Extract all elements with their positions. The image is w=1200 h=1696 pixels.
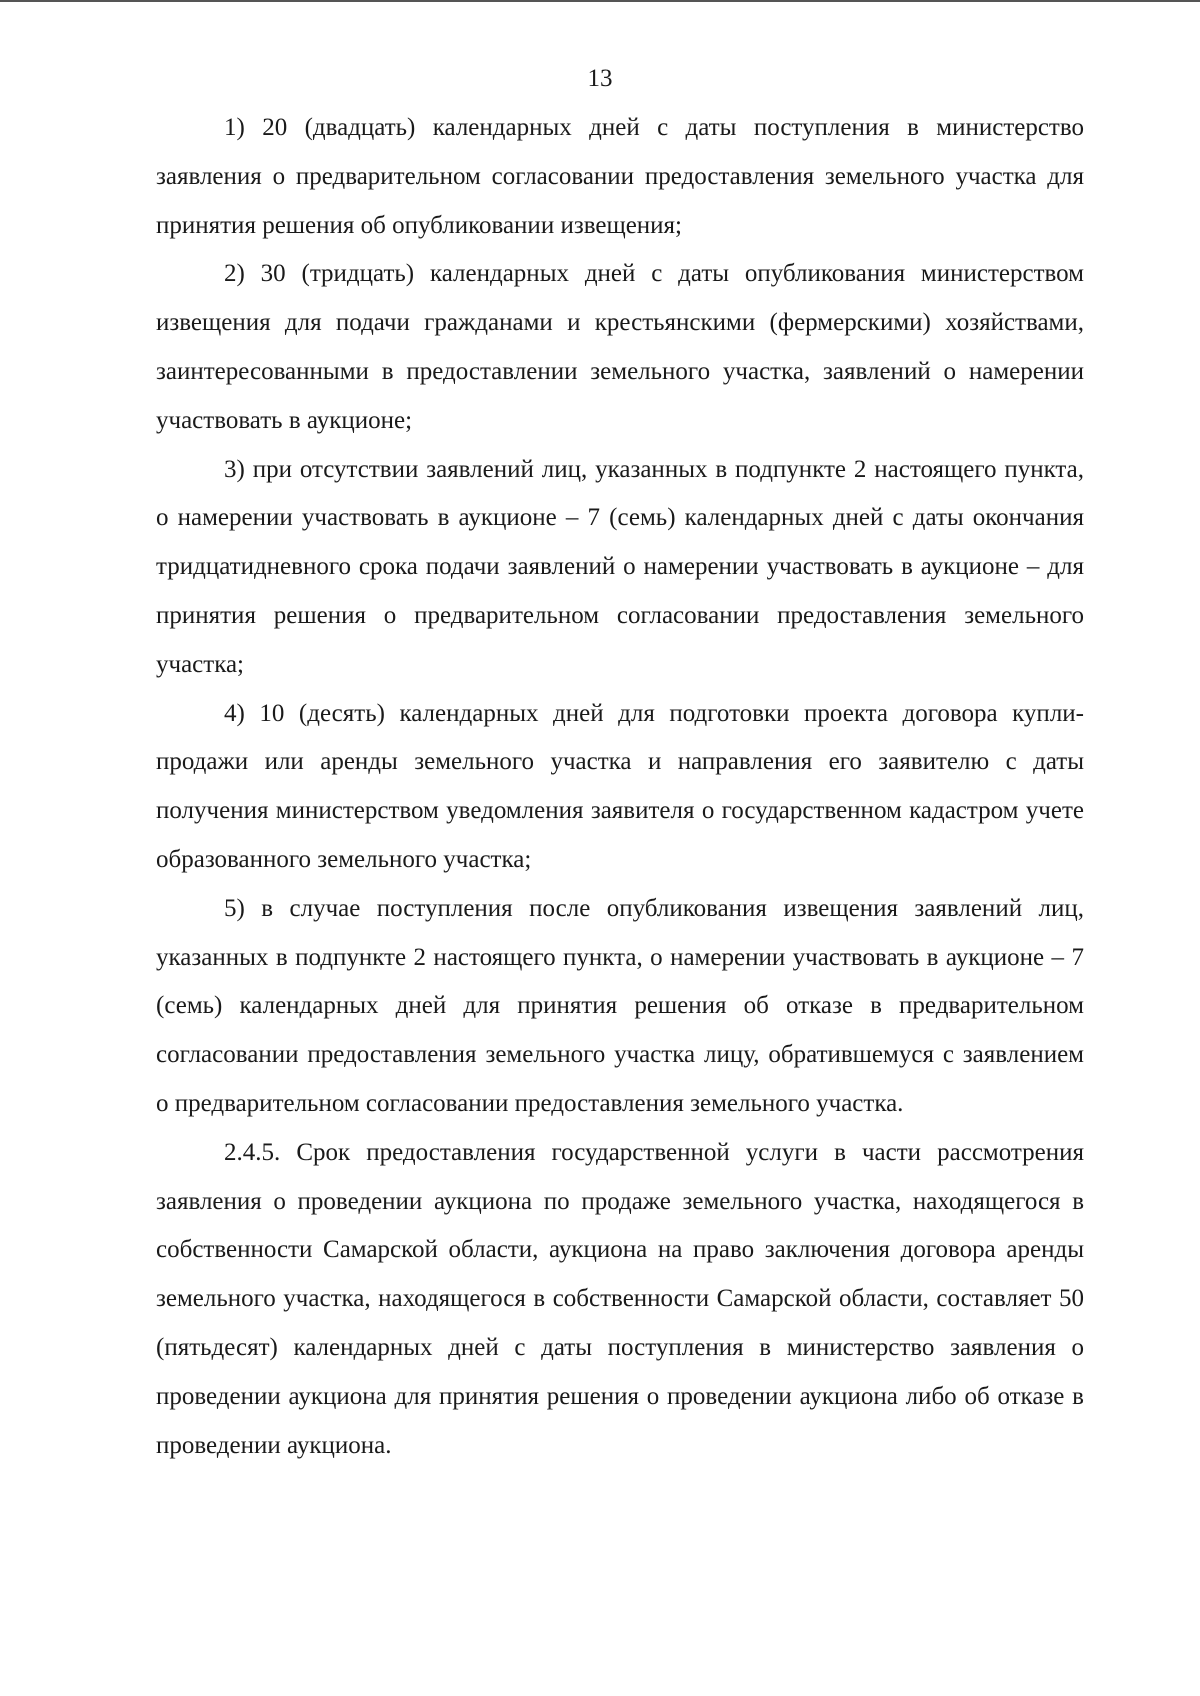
paragraph-item-5: 5) в случае поступления после опубликования извещения заявлений лиц, указанных в подпункте 2 настоящего пункта, о намерении участвовать в аукционе – 7 (семь) календарных дней для принятия решения об отказе в предварительном согласовании предоставления земельного участка лицу, обратившемуся с заявлением о предварительном согласовании предоставления земельного участка. xyxy=(156,894,1084,1117)
paragraph-item-4: 4) 10 (десять) календарных дней для подготовки проекта договора купли-продажи или аренды земельного участка и направления его заявителю с даты получения министерством уведомления заявителя о государственном кадастром учете образованного земельного участка; xyxy=(156,699,1084,873)
paragraph-item-2: 2) 30 (тридцать) календарных дней с даты опубликования министерством извещения для подачи гражданами и крестьянскими (фермерскими) хозяйствами, заинтересованными в предоставлении земельного участка, заявлений о намерении участвовать в аукционе; xyxy=(156,260,1084,434)
page-top-edge xyxy=(0,0,1200,2)
page-number: 13 xyxy=(587,65,613,92)
paragraph-2-4-5: 2.4.5. Срок предоставления государственной услуги в части рассмотрения заявления о проведении аукциона по продаже земельного участка, находящегося в собственности Самарской области, аукциона на право заключения договора аренды земельного участка, находящегося в собственности Самарской области, составляет 50 (пятьдесят) календарных дней с даты поступления в министерство заявления о проведении аукциона для принятия решения о проведении аукциона либо об отказе в проведении аукциона. xyxy=(156,1138,1084,1459)
paragraph-item-3: 3) при отсутствии заявлений лиц, указанных в подпункте 2 настоящего пункта, о намерении участвовать в аукционе – 7 (семь) календарных дней с даты окончания тридцатидневного срока подачи заявлений о намерении участвовать в аукционе – для принятия решения о предварительном согласовании предоставления земельного участка; xyxy=(156,455,1084,678)
document-body xyxy=(156,104,1084,1470)
paragraph-item-1: 1) 20 (двадцать) календарных дней с даты поступления в министерство заявления о предварительном согласовании предоставления земельного участка для принятия решения об опубликовании извещения; xyxy=(156,114,1084,239)
